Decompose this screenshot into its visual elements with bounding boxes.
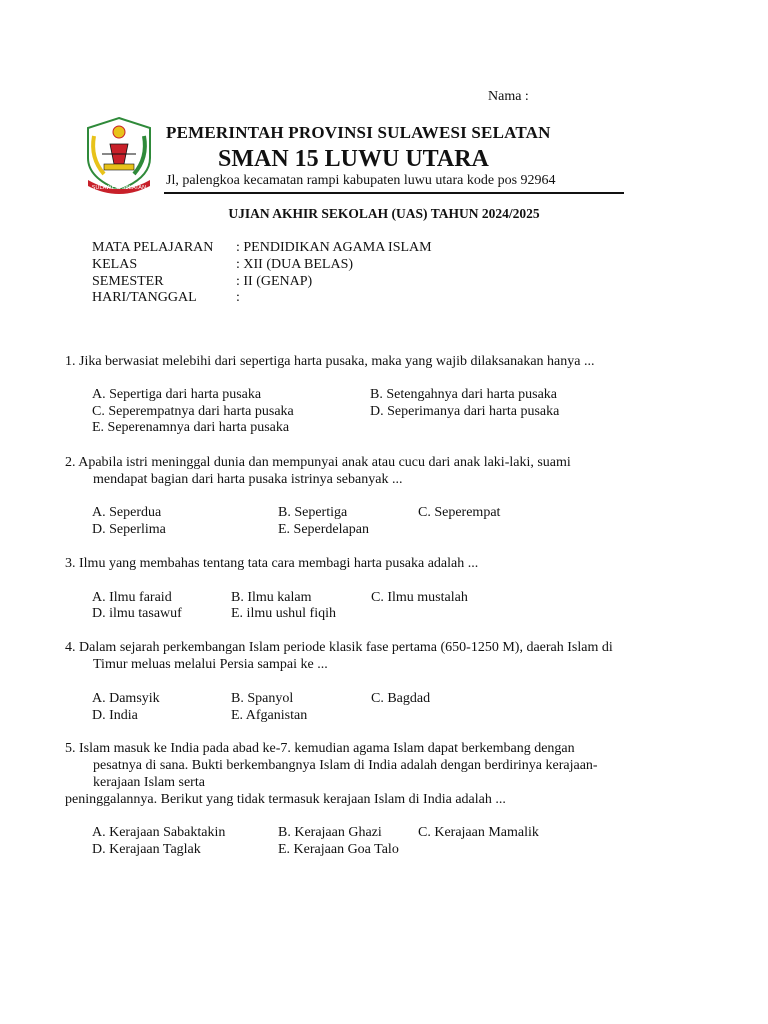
exam-title: UJIAN AKHIR SEKOLAH (UAS) TAHUN 2024/2025 <box>228 206 540 221</box>
question-4 <box>65 639 705 673</box>
option-3b: B. Ilmu kalam <box>231 590 312 605</box>
question-5 <box>65 740 705 808</box>
school-address: Jl, palengkoa kecamatan rampi kabupaten luwu utara kode pos 92964 <box>166 173 556 188</box>
question-text-cont: pesatnya di sana. Bukti berkembangnya Islam di India adalah dengan berdirinya kerajaan- <box>93 758 598 773</box>
option-3c: C. Ilmu mustalah <box>371 590 468 605</box>
school-name: SMAN 15 LUWU UTARA <box>218 146 489 172</box>
info-row-date <box>92 289 240 306</box>
option-3d: D. ilmu tasawuf <box>92 606 182 621</box>
question-text-cont: kerajaan Islam serta <box>93 775 205 790</box>
question-text: 1. Jika berwasiat melebihi dari sepertiga harta pusaka, maka yang wajib dilaksanakan hanya ... <box>65 354 595 369</box>
option-1c: C. Seperempatnya dari harta pusaka <box>92 404 294 419</box>
info-key: HARI/TANGGAL <box>92 290 197 305</box>
info-value: : <box>236 290 240 305</box>
question-1 <box>65 353 705 370</box>
info-row-class <box>92 256 353 273</box>
option-2d: D. Seperlima <box>92 522 166 537</box>
info-row-semester <box>92 273 312 290</box>
option-4b: B. Spanyol <box>231 691 294 706</box>
option-5d: D. Kerajaan Taglak <box>92 842 201 857</box>
info-key: MATA PELAJARAN <box>92 240 214 255</box>
question-2 <box>65 454 705 488</box>
option-5b: B. Kerajaan Ghazi <box>278 825 382 840</box>
option-3a: A. Ilmu faraid <box>92 590 172 605</box>
option-1b: B. Setengahnya dari harta pusaka <box>370 387 557 402</box>
province-emblem-icon <box>80 114 158 196</box>
option-4d: D. India <box>92 708 138 723</box>
question-text: 5. Islam masuk ke India pada abad ke-7. kemudian agama Islam dapat berkembang dengan <box>65 741 575 756</box>
option-3e: E. ilmu ushul fiqih <box>231 606 336 621</box>
option-1a: A. Sepertiga dari harta pusaka <box>92 387 262 402</box>
info-value: : PENDIDIKAN AGAMA ISLAM <box>236 240 432 255</box>
info-key: SEMESTER <box>92 274 164 289</box>
question-3 <box>65 555 705 572</box>
question-text-cont: mendapat bagian dari harta pusaka istrinya sebanyak ... <box>93 472 403 487</box>
question-text: 3. Ilmu yang membahas tentang tata cara membagi harta pusaka adalah ... <box>65 556 479 571</box>
emblem-ribbon-text: SULAWESI SELATAN <box>91 185 147 191</box>
info-value: : II (GENAP) <box>236 274 313 289</box>
option-4e: E. Afganistan <box>231 708 308 723</box>
question-text-cont: peninggalannya. Berikut yang tidak termasuk kerajaan Islam di India adalah ... <box>65 792 506 807</box>
question-text-cont: Timur meluas melalui Persia sampai ke ... <box>93 657 328 672</box>
info-key: KELAS <box>92 257 138 272</box>
option-4c: C. Bagdad <box>371 691 431 706</box>
option-5c: C. Kerajaan Mamalik <box>418 825 539 840</box>
government-heading: PEMERINTAH PROVINSI SULAWESI SELATAN <box>166 123 551 142</box>
header-divider <box>164 192 624 194</box>
option-4a: A. Damsyik <box>92 691 160 706</box>
option-1d: D. Seperimanya dari harta pusaka <box>370 404 560 419</box>
option-5e: E. Kerajaan Goa Talo <box>278 842 399 857</box>
question-text: 2. Apabila istri meninggal dunia dan mempunyai anak atau cucu dari anak laki-laki, suami <box>65 455 571 470</box>
option-1e: E. Seperenamnya dari harta pusaka <box>92 420 290 435</box>
option-2a: A. Seperdua <box>92 505 162 520</box>
nama-label: Nama : <box>488 89 529 104</box>
option-5a: A. Kerajaan Sabaktakin <box>92 825 226 840</box>
info-value: : XII (DUA BELAS) <box>236 257 354 272</box>
option-2c: C. Seperempat <box>418 505 501 520</box>
info-row-subject <box>92 239 432 256</box>
option-2e: E. Seperdelapan <box>278 522 369 537</box>
question-text: 4. Dalam sejarah perkembangan Islam periode klasik fase pertama (650-1250 M), daerah Islam di <box>65 640 613 655</box>
option-2b: B. Sepertiga <box>278 505 348 520</box>
